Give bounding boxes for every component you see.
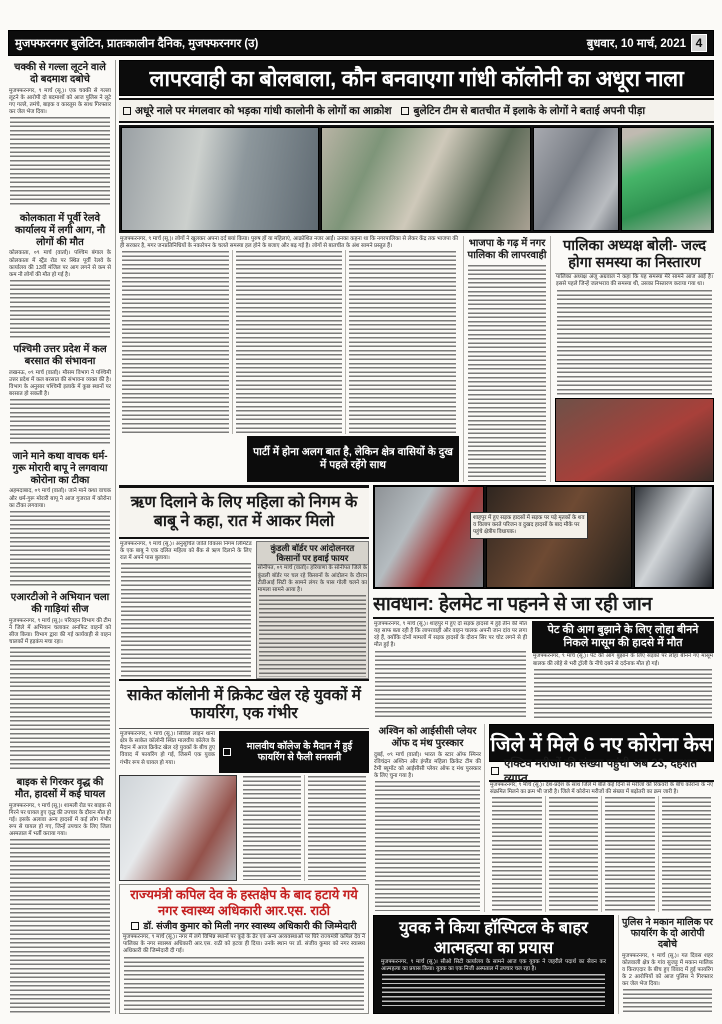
article-bike-death bbox=[8, 775, 112, 1014]
photo-caption: शाहपुर में हुए सड़क हादसों में सड़क पर पड़े मृतकों के शव व विलाप करते परिजन व दुखद हादसों के बाद मौके पर पहुंचे क्षेत्रीय विधायक। bbox=[470, 512, 588, 539]
checkbox-icon bbox=[131, 922, 139, 930]
page-number: 4 bbox=[691, 34, 707, 52]
checkbox-icon bbox=[123, 107, 131, 115]
article-body: कोलकाता, ०९ मार्च (वार्ता)। पश्चिम बंगाल के कोलकाता में स्ट्रैंड रोड पर स्थित पूर्वी रेलवे के कार्यालय की 13वीं मंजिल पर आग लगने से कम से कम नौ लोगों की मौत हो गई है। bbox=[9, 250, 111, 278]
saket-headline: साकेत कॉलोनी में क्रिकेट खेल रहे युवकों में फायरिंग, एक गंभीर bbox=[119, 679, 369, 729]
article-body: मुजफ्फरनगर, ९ मार्च (सू.)। सीओ सिटी कार्यालय के सामने आज एक युवक ने जहरीले पदार्थ का सेवन कर आत्महत्या का प्रयास किया। युवक का एक निजी अस्पताल में उपचार चल रहा है। bbox=[381, 958, 606, 972]
article-body: सोनीपत, ०९ मार्च (वार्ता)। हरियाणा के सोनीपत जिले के कुंडली बॉर्डर पर चल रहे किसानों के आंदोलन के दौरान टीडीआई सिटी के सामने लंगर के पास गोली चलने का मामला सामने आया है। bbox=[257, 565, 367, 593]
article-headline: कुंडली बॉर्डर पर आंदोलनरत किसानों पर हवाई फायर bbox=[257, 542, 368, 565]
article-body: मुजफ्फरनगर, ९ मार्च (सू.)। पेट की आग बुझाने के लिए सड़कों पर लोहा बीनने गए मासूम बालक की लोहे से भरी ट्रॉली के नीचे दबने से दर्दनाक मौत हो गई। bbox=[533, 653, 713, 667]
lead-subheads bbox=[119, 98, 714, 123]
text-column bbox=[601, 796, 658, 912]
page-content bbox=[8, 60, 714, 1014]
article-body: मुजफ्फरनगर, ९ मार्च (सू.)। गत दिवस शहर कोतवाली क्षेत्र के गांव सुजड़ू में मकान मालिक व किराएदार के बीच हुए विवाद में हुई फायरिंग के 2 आरोपियों को आज पुलिस ने गिरफ्तार कर जेल भेज दिया। bbox=[622, 952, 713, 988]
photo-residents-protest bbox=[321, 127, 531, 231]
subhead-text: डॉ. संजीव कुमार को मिली नगर स्वास्थ्य अधिकारी की जिम्मेदारी bbox=[143, 921, 357, 933]
article-headline: पालिका अध्यक्ष बोली- जल्द होगा समस्या का निस्तारण bbox=[555, 236, 714, 274]
body-text-fill bbox=[308, 776, 366, 880]
body-text-fill bbox=[243, 776, 301, 880]
checkbox-icon bbox=[401, 107, 409, 115]
article-pet-ki-aag bbox=[532, 621, 714, 721]
body-text-fill bbox=[10, 117, 110, 207]
article-headline-reversed: पेट की आग बुझाने के लिए लोहा बीनने निकले मासूम की हादसे में मौत bbox=[532, 621, 714, 653]
article-rain-forecast bbox=[8, 342, 112, 446]
text-column bbox=[232, 250, 346, 434]
body-text-fill bbox=[468, 265, 546, 481]
body-text-fill bbox=[10, 280, 110, 338]
article-kolkata-fire bbox=[8, 211, 112, 339]
article-headline: जाने माने कथा वाचक धर्म-गुरू मोरारी बापू ने लगवाया कोरोना का टीका bbox=[12, 451, 108, 486]
article-headline: कोलकाता में पूर्वी रेलवे कार्यालय में लगी आग, नौ लोगों की मौत bbox=[14, 213, 106, 248]
lower-right-stack bbox=[373, 485, 714, 1014]
body-text-fill bbox=[122, 251, 229, 433]
column-rule bbox=[115, 60, 116, 1014]
lead-headline: लापरवाही का बोलबाला, कौन बनवाएगा गांधी कॉलोनी का अधूरा नाला bbox=[119, 60, 714, 96]
loan-headline: ऋण दिलाने के लिए महिला को निगम के बाबू ने कहा, रात में आकर मिलो bbox=[119, 485, 369, 539]
lead-subhead-1 bbox=[123, 104, 391, 118]
text-column bbox=[345, 250, 459, 434]
body-text-fill bbox=[605, 797, 655, 911]
helmet-body-row bbox=[373, 621, 714, 721]
body-text-fill bbox=[10, 839, 110, 1013]
body-text-fill bbox=[10, 647, 110, 771]
helmet-body bbox=[373, 621, 528, 721]
article-ashwin bbox=[373, 724, 485, 912]
masthead-date: बुधवार, 10 मार्च, 2021 bbox=[586, 37, 686, 50]
article-headline: अश्विन को आईसीसी प्लेयर ऑफ द मंथ पुरस्कार bbox=[378, 726, 477, 749]
text-column bbox=[489, 796, 545, 912]
article-body: मुजफ्फरनगर, ९ मार्च (सू.)। देश-प्रदेश के साथ जिले में बीते कई दिनों से मरीजों की रिकवरी के बीच कोरोना के नए संक्रमित मिलने का क्रम भी जारी है। जिले में कोरोना मरीजों की संख्या में बढ़ोतरी का क्रम जारी है। bbox=[490, 782, 713, 796]
photo-officials-visit bbox=[634, 486, 713, 588]
subhead-text: मालवीय कॉलेज के मैदान में हुई फायरिंग से फैली सनसनी bbox=[246, 740, 353, 763]
body-text-fill bbox=[121, 563, 251, 678]
text-column bbox=[545, 796, 602, 912]
body-text-fill bbox=[534, 669, 712, 720]
text-column bbox=[119, 250, 232, 434]
checkbox-icon bbox=[223, 748, 231, 756]
article-body: मुजफ्फरनगर, ९ मार्च (सू.)। नगर में लगे विभिन्न स्थानों पर कूड़े के ढेर एवं अन्य अव्यवस्थाओं पर घिरे राज्यमंत्री कपिल देव ने पालिका के नगर स्वास्थ्य अधिकारी आर.एस. राठी को हटवा ही दिया। उनके स्थान पर डॉ. संजीव कुमार को नगर स्वास्थ्य अधिकारी की जिम्मेदारी दी गई। bbox=[123, 934, 365, 955]
lead-body-block bbox=[119, 236, 459, 482]
article-morari-bapu bbox=[8, 449, 112, 587]
body-text-fill bbox=[124, 957, 364, 1010]
lower-left-stack bbox=[119, 485, 369, 1014]
article-kundli-border bbox=[256, 541, 369, 679]
lead-subhead-2 bbox=[401, 104, 645, 118]
article-headline: भाजपा के गढ़ में नगर पालिका की लापरवाही bbox=[467, 238, 547, 261]
subhead-text: एक्टिव मरीजों की संख्या पहुंची अब 23, दहशत व्याप्त bbox=[504, 758, 698, 785]
body-text-fill bbox=[549, 797, 599, 911]
article-body: पालिका अध्यक्ष अंजू अग्रवाल ने कहा कि यह समस्या मेरे सामने आज आई है। इससे पहले जिन्हें जलभराव की समस्या थी, उसका निस्तारण कराया गया था। bbox=[556, 274, 713, 288]
lead-body-row bbox=[119, 236, 714, 482]
saket-section bbox=[119, 731, 369, 881]
article-body: मुजफ्फरनगर, ९ मार्च (सू.)। शाहपुर में हुए दो सड़क हादसों में हुई तीन की मौत यह साफ बता रही है कि लापरवाही और वाहन चालक अपनी जान दांव पर लगा रहे हैं, क्योंकि दोनों मामलों में सड़क हादसों के दौरान सिर पर चोट लगने से ही मौत हुई है। bbox=[374, 621, 527, 649]
saket-body-cols bbox=[240, 775, 369, 881]
suicide-police-row bbox=[373, 915, 714, 1014]
left-column bbox=[8, 60, 112, 1014]
saket-subhead-box bbox=[219, 731, 369, 773]
accident-photo-strip bbox=[373, 485, 714, 589]
article-body: मुजफ्फरनगर, ९ मार्च (सू.)। शामली रोड पर बाइक से गिरने पर घायल हुए वृद्ध की उपचार के दौरान मौत हो गई। इसके अलावा अन्य हादसों में कई लोग गंभीर रूप से घायल हो गए, जिन्हें उपचार के लिए जिला अस्पताल में भर्ती कराया गया। bbox=[9, 802, 111, 838]
article-headline-red: राज्यमंत्री कपिल देव के हस्तक्षेप के बाद हटाये गये नगर स्वास्थ्य अधिकारी आर.एस. राठी bbox=[130, 887, 358, 918]
article-headline: पुलिस ने मकान मालिक पर फायरिंग के दो आरोपी दबोचे bbox=[622, 917, 713, 951]
lead-body-columns bbox=[119, 250, 459, 434]
corona-subhead bbox=[489, 758, 714, 785]
photo-unfinished-drain bbox=[121, 127, 319, 231]
article-body: मुजफ्फरनगर, ९ मार्च (सू.)। एक चक्की से गल्ला लूटने के आरोपी दो बदमाशों को आज पुलिस ने लूटे गए गल्ले, तमंचे, बाइक व कारतूस के साथ गिरफ्तार कर जेल भेज दिया। bbox=[9, 87, 111, 116]
article-arto-seize bbox=[8, 590, 112, 772]
article-body: अहमदाबाद, ०९ मार्च (वार्ता)। जाने माने कथा वाचक और धर्म-गुरू मोरारी बापू ने आज गुजरात में कोरोना का टीका लगवाया। bbox=[9, 488, 111, 509]
helmet-headline: सावधान: हेलमेट ना पहनने से जा रही जान bbox=[373, 589, 714, 619]
body-text-fill bbox=[349, 251, 456, 433]
loan-body-row bbox=[119, 541, 369, 679]
masthead-title: मुजफ्फरनगर बुलेटिन, प्रातःकालीन दैनिक, मुजफ्फरनगर (उ) bbox=[15, 37, 259, 50]
article-suicide-attempt bbox=[373, 915, 614, 1014]
article-corona bbox=[489, 724, 714, 912]
body-text-fill bbox=[259, 595, 366, 677]
article-body: मुजफ्फरनगर, ९ मार्च (सू.)। परिवहन विभाग की टीम ने जिले में अभियान चलाकर अनफिट वाहनों को सीज किया। विभाग द्वारा की गई कार्यवाही से वाहन चालकों में हड़कंप मचा रहा। bbox=[9, 617, 111, 646]
quote-box: पार्टी में होना अलग बात है, लेकिन क्षेत्र वासियों के दुख में पहले रहेंगे साथ bbox=[247, 436, 459, 482]
article-body: लखनऊ, ०९ मार्च (वार्ता)। मौसम विभाग ने पश्चिमी उत्तर प्रदेश में कल बरसात की संभावना व्यक्त की है। विभाग के अनुसार पश्चिमी इलाके में कुछ स्थानों पर बरसात हो सकती है। bbox=[9, 369, 111, 398]
masthead-bar bbox=[8, 30, 714, 56]
text-column bbox=[658, 796, 715, 912]
body-text-fill bbox=[10, 399, 110, 445]
article-body: मुजफ्फरनगर, ९ मार्च (सू.)। अनुसूचित जाति विकास निगम लिमिटेड के एक बाबू ने एक दलित महिला को बैंक से ऋण दिलाने के लिए रात में अपने पास बुलाया। bbox=[120, 541, 252, 562]
lead-photo-strip bbox=[119, 125, 714, 233]
article-headline: एआरटीओ ने अभियान चला की गाड़ियां सीज bbox=[10, 592, 110, 615]
photo-chairperson bbox=[555, 398, 714, 482]
article-bjp-column bbox=[463, 236, 551, 482]
lead-body-text: मुजफ्फरनगर, ९ मार्च (सू.)। लोगों ने खुलकर अपना दर्द बयां किया। पुरुष हों या महिलाएं, आक्रोशित नजर आईं। उनका कहना था कि नगरपालिका से लेकर केंद्र तक भाजपा की ही सरकार है, मगर जनप्रतिनिधियों के नकारेपन के चलते समस्या हल होने के बजाए और बढ़ गई है। लोगों से बातचीत के अंश सामने प्रस्तुत हैं। bbox=[120, 236, 458, 250]
body-text-fill bbox=[375, 651, 526, 720]
body-text-fill bbox=[623, 989, 712, 1013]
main-area bbox=[119, 60, 714, 1014]
body-text-fill bbox=[557, 290, 712, 395]
article-police-arrest bbox=[618, 915, 714, 1014]
saket-body-start bbox=[119, 731, 216, 773]
photo-accident-scene bbox=[374, 486, 484, 588]
body-text-fill bbox=[662, 797, 712, 911]
article-chakki bbox=[8, 60, 112, 208]
article-rajyamantri bbox=[119, 884, 369, 1014]
photo-woman-speaking bbox=[621, 127, 712, 231]
loan-body bbox=[119, 541, 253, 679]
article-headline: बाइक से गिरकर वृद्ध की मौत, हादसों में कई घायल bbox=[14, 777, 106, 800]
body-text-fill bbox=[10, 511, 110, 586]
article-body: मुजफ्फरनगर, ९ मार्च (सू.)। सिविल लाइन थाना क्षेत्र के साकेत कॉलोनी स्थित मालवीय कॉलेज के मैदान में आज क्रिकेट खेल रहे युवकों के बीच हुए विवाद में फायरिंग हो गई, जिसमें एक युवक गंभीर रूप से घायल हो गया। bbox=[120, 731, 215, 766]
checkbox-icon bbox=[491, 767, 499, 775]
article-palika-adhyaksh bbox=[555, 236, 714, 482]
article-headline: चक्की से गल्ला लूटने वाले दो बदमाश दबोचे bbox=[14, 62, 106, 85]
body-text-fill bbox=[236, 251, 343, 433]
article-body: दुबई, ०९ मार्च (वार्ता)। भारत के स्टार ऑफ स्पिनर रविचंद्रन अश्विन और इंग्लैंड महिला क्रिकेट टीम की टैमी ब्यूमोंट को आईसीसी प्लेयर ऑफ द मंथ पुरस्कार के लिए चुना गया है। bbox=[374, 751, 481, 780]
article-headline-reversed: युवक ने किया हॉस्पिटल के बाहर आत्महत्या का प्रयास bbox=[399, 919, 588, 957]
body-text-fill bbox=[492, 797, 542, 911]
subhead-text: बुलेटिन टीम से बातचीत में इलाके के लोगों ने बताई अपनी पीड़ा bbox=[413, 104, 646, 117]
corona-headline: जिले में मिले 6 नए कोरोना केस bbox=[489, 724, 714, 762]
ashwin-corona-row bbox=[373, 724, 714, 912]
text-column bbox=[240, 775, 304, 881]
photo-locals-group bbox=[533, 127, 619, 231]
corona-columns bbox=[489, 796, 714, 912]
article-subhead bbox=[122, 918, 366, 934]
text-column bbox=[304, 775, 369, 881]
article-headline: पश्चिमी उत्तर प्रदेश में कल बरसात की संभावना bbox=[13, 344, 107, 367]
body-text-fill bbox=[375, 781, 480, 911]
lower-zone bbox=[119, 485, 714, 1014]
saket-bottom-row bbox=[119, 775, 369, 881]
photo-injured-youth bbox=[119, 775, 237, 881]
saket-top-row bbox=[119, 731, 369, 773]
body-text-fill bbox=[382, 974, 605, 1009]
subhead-text: अधूरे नाले पर मंगलवार को भड़का गांधी कालोनी के लोगों का आक्रोश bbox=[135, 104, 392, 117]
